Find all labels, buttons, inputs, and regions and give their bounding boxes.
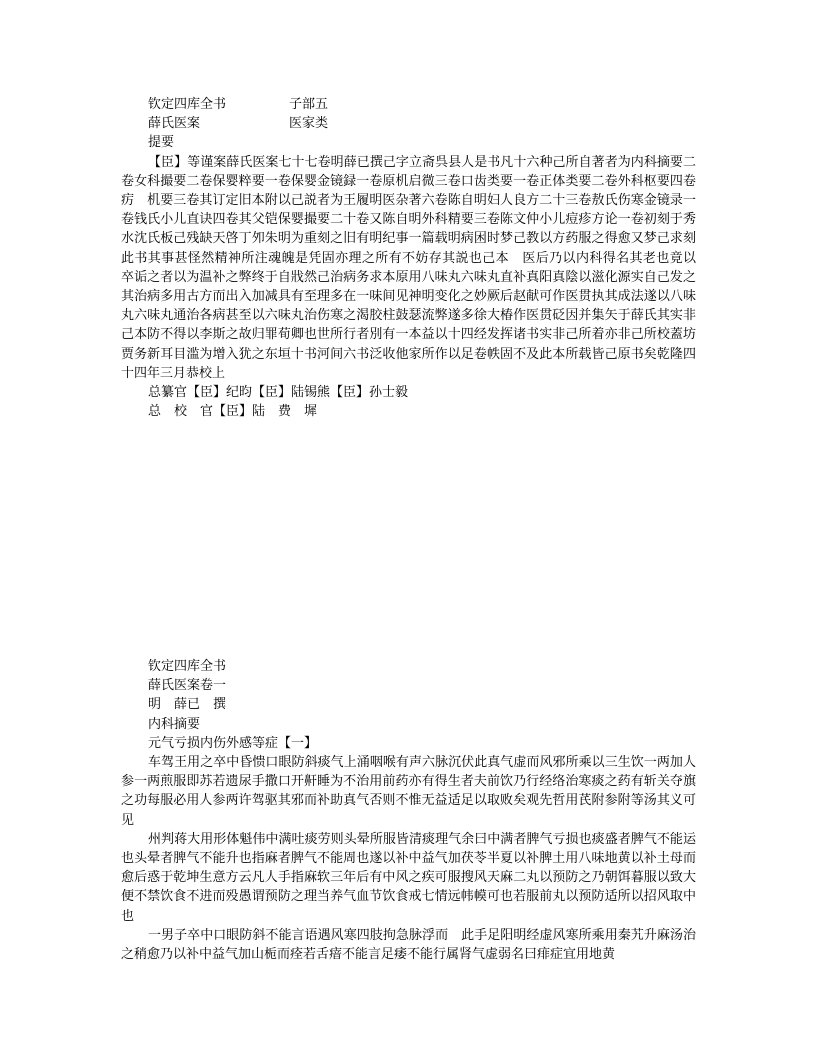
book-title-line: 钦定四库全书 [148,659,227,674]
section-heading-line: 元气亏损内伤外感等症【一】 [148,735,318,751]
header-row-1 [121,95,696,114]
volume-title-line: 薛氏医案卷一 [148,678,227,694]
officials-line: 总纂官【臣】纪昀【臣】陆锡熊【臣】孙士毅 [148,385,409,400]
section-tiyao [121,95,710,421]
header-right-2: 医家类 [289,116,329,132]
header-left-1: 钦定四库全书 [148,97,227,112]
header-right-1: 子部五 [289,97,329,112]
chapter-title-line: 内科摘要 [148,716,201,732]
proofreader-line: 总 校 官【臣】陆 费 墀 [148,404,318,420]
tiyao-label: 提要 [148,135,175,151]
case-paragraph-1: 车驾王用之卒中昏愦口眼防斜痰气上涌咽喉有声六脉沉伏此真气虚而风邪所乘以三生饮一两加人参一两煎服即苏若遗尿手撒口开鼾睡为不治用前药亦有得生者夫前饮乃行经络治寒痰之药有斩关夺旗之功每服必用人参两许驾驱其邪而补助真气否则不惟无益适足以取败矣观先哲用芪附参附等汤其义可见 [121,754,696,828]
case-paragraph-2: 州判蒋大用形体魁伟中满吐痰劳则头晕所服皆清痰理气余曰中满者脾气亏损也痰盛者脾气不能运也头晕者脾气不能升也指麻者脾气不能周也遂以补中益气加茯苓半夏以补脾土用八味地黄以补土母而愈后惑于乾坤生意方云凡人手指麻软三年后有中风之疾可服搜风天麻二丸以预防之乃朝饵暮服以致大便不禁饮食不进而殁愚谓预防之理当养气血节饮食戒七情远帏幙可也若服前丸以预防适所以招风取中也 [121,831,696,924]
section-volume-one [121,657,696,964]
tiyao-text: 【臣】等谨案薛氏医案七十七卷明薛已撰己字立斋呉县人是书凡十六种己所自著者为内科摘要二卷女科撮要二卷保婴粹要一卷保婴金镜録一卷原机启微三卷口齿类要一卷正体类要二卷外科枢要四卷疠 机要三卷其订定旧本附以己説者为王履明医杂著六卷陈自明妇人良方二十三卷敖氏伤寒金镜录一卷钱氏小儿直诀四卷其父铠保婴撮要二十卷又陈自明外科精要三卷陈文仲小儿痘疹方论一卷初刻于秀水沈氏板己残缺天啓丁夘朱明为重刻之旧有明纪事一篇载明病困时梦己教以方药服之得愈又梦己求刻此书其事甚怪然精神所注魂魄是凭固亦理之所有不妨存其説也己本 医后乃以内科得名其老也竟以 卒诟之者以为温补之弊终于自戕然己治病务求本原用八味丸六味丸直补真阳真陰以滋化源实自己发之其治病多用古方而出入加减具有至理多在一味间见神明变化之妙厥后赵献可作医贯执其成法遂以八味丸六味丸通治各病甚至以六味丸治伤寒之渴胶柱鼓瑟流弊遂多徐大椿作医贯砭因并集矢于薛氏其实非己本防不得以李斯之故归罪荀卿也世所行者別有一本益以十四经发挥诸书实非己所着亦非己所校蓋坊贾务新耳目滥为增入犹之东垣十书河间六书泛收他家所作以足卷帙固不及此本所载皆己原书矣乾隆四十四年三月恭校上 [121,154,710,381]
header-left-2: 薛氏医案 [148,116,201,132]
header-row-2 [121,114,696,133]
case-paragraph-3: 一男子卒中口眼防斜不能言语遇风寒四肢拘急脉浮而 此手足阳明经虚风寒所乘用秦艽升麻汤治之稍愈乃以补中益气加山栀而痊若舌瘖不能言足痿不能行属肾气虚弱名曰痱症宜用地黄 [121,927,696,962]
author-line: 明 薛已 撰 [148,697,227,713]
